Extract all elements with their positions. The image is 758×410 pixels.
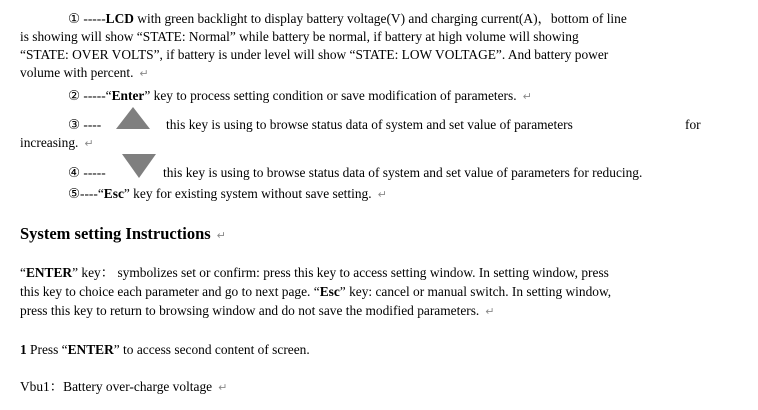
esc-key-label: Esc <box>319 284 340 299</box>
item-1-line-1: ① -----LCD with green backlight to display battery voltage(V) and charging current(A)，bottom of line <box>68 11 627 26</box>
item-4-marker: ④ <box>68 165 81 180</box>
item-1-line-4: volume with percent. ↵ <box>20 65 149 80</box>
paragraph-mark: ↵ <box>218 381 228 394</box>
paragraph-mark: ↵ <box>139 67 149 80</box>
item-1-line-3: “STATE: OVER VOLTS”, if battery is under level will show “STATE: LOW VOLTAGE”. And battery power <box>20 47 609 62</box>
item-5-line: ⑤----“Esc” key for existing system without save setting. ↵ <box>68 186 387 201</box>
item-1-key: LCD <box>105 11 134 26</box>
item-2-line: ② -----“Enter” key to process setting condition or save modification of parameters. ↵ <box>68 88 532 103</box>
paragraph-mark: ↵ <box>485 305 495 318</box>
item-3-line-2: increasing. ↵ <box>20 135 94 150</box>
step-1-key: ENTER <box>67 342 114 357</box>
item-2-marker: ② <box>68 88 81 103</box>
triangle-up-icon <box>116 107 150 129</box>
item-4-line: ④ ----- <box>68 165 106 180</box>
paragraph-line-1: “ENTER” key： symbolizes set or confirm: press this key to access setting window. In setting window, press <box>20 265 609 280</box>
item-3-marker: ③ <box>68 117 81 132</box>
paragraph-mark: ↵ <box>377 188 387 201</box>
step-1-number: 1 <box>20 342 27 357</box>
item-4-text: this key is using to browse status data of system and set value of parameters for reducing. <box>163 165 643 180</box>
step-1-line: 1 Press “ENTER” to access second content of screen. <box>20 342 310 357</box>
triangle-down-icon <box>122 154 156 178</box>
vbu1-line: Vbu1：Battery over-charge voltage ↵ <box>20 379 228 394</box>
item-3-text: this key is using to browse status data of system and set value of parameters <box>166 117 573 132</box>
paragraph-line-2: this key to choice each parameter and go to next page. “Esc” key: cancel or manual switch. In setting window, <box>20 284 612 299</box>
paragraph-mark: ↵ <box>84 137 94 150</box>
item-2-key: Enter <box>111 88 145 103</box>
item-3-tail: for <box>685 117 701 132</box>
enter-key-label: ENTER <box>25 265 73 280</box>
item-5-marker: ⑤ <box>68 186 81 201</box>
item-1-marker: ① <box>68 11 81 26</box>
section-heading: System setting Instructions ↵ <box>20 224 226 243</box>
item-1-line-2: is showing will show “STATE: Normal” while battery be normal, if battery at high volume will showing <box>20 29 579 44</box>
paragraph-line-3: press this key to return to browsing window and do not save the modified parameters. ↵ <box>20 303 495 318</box>
paragraph-mark: ↵ <box>216 229 226 242</box>
item-5-key: Esc <box>103 186 124 201</box>
item-3-line-1: ③ ---- <box>68 117 102 132</box>
paragraph-mark: ↵ <box>522 90 532 103</box>
